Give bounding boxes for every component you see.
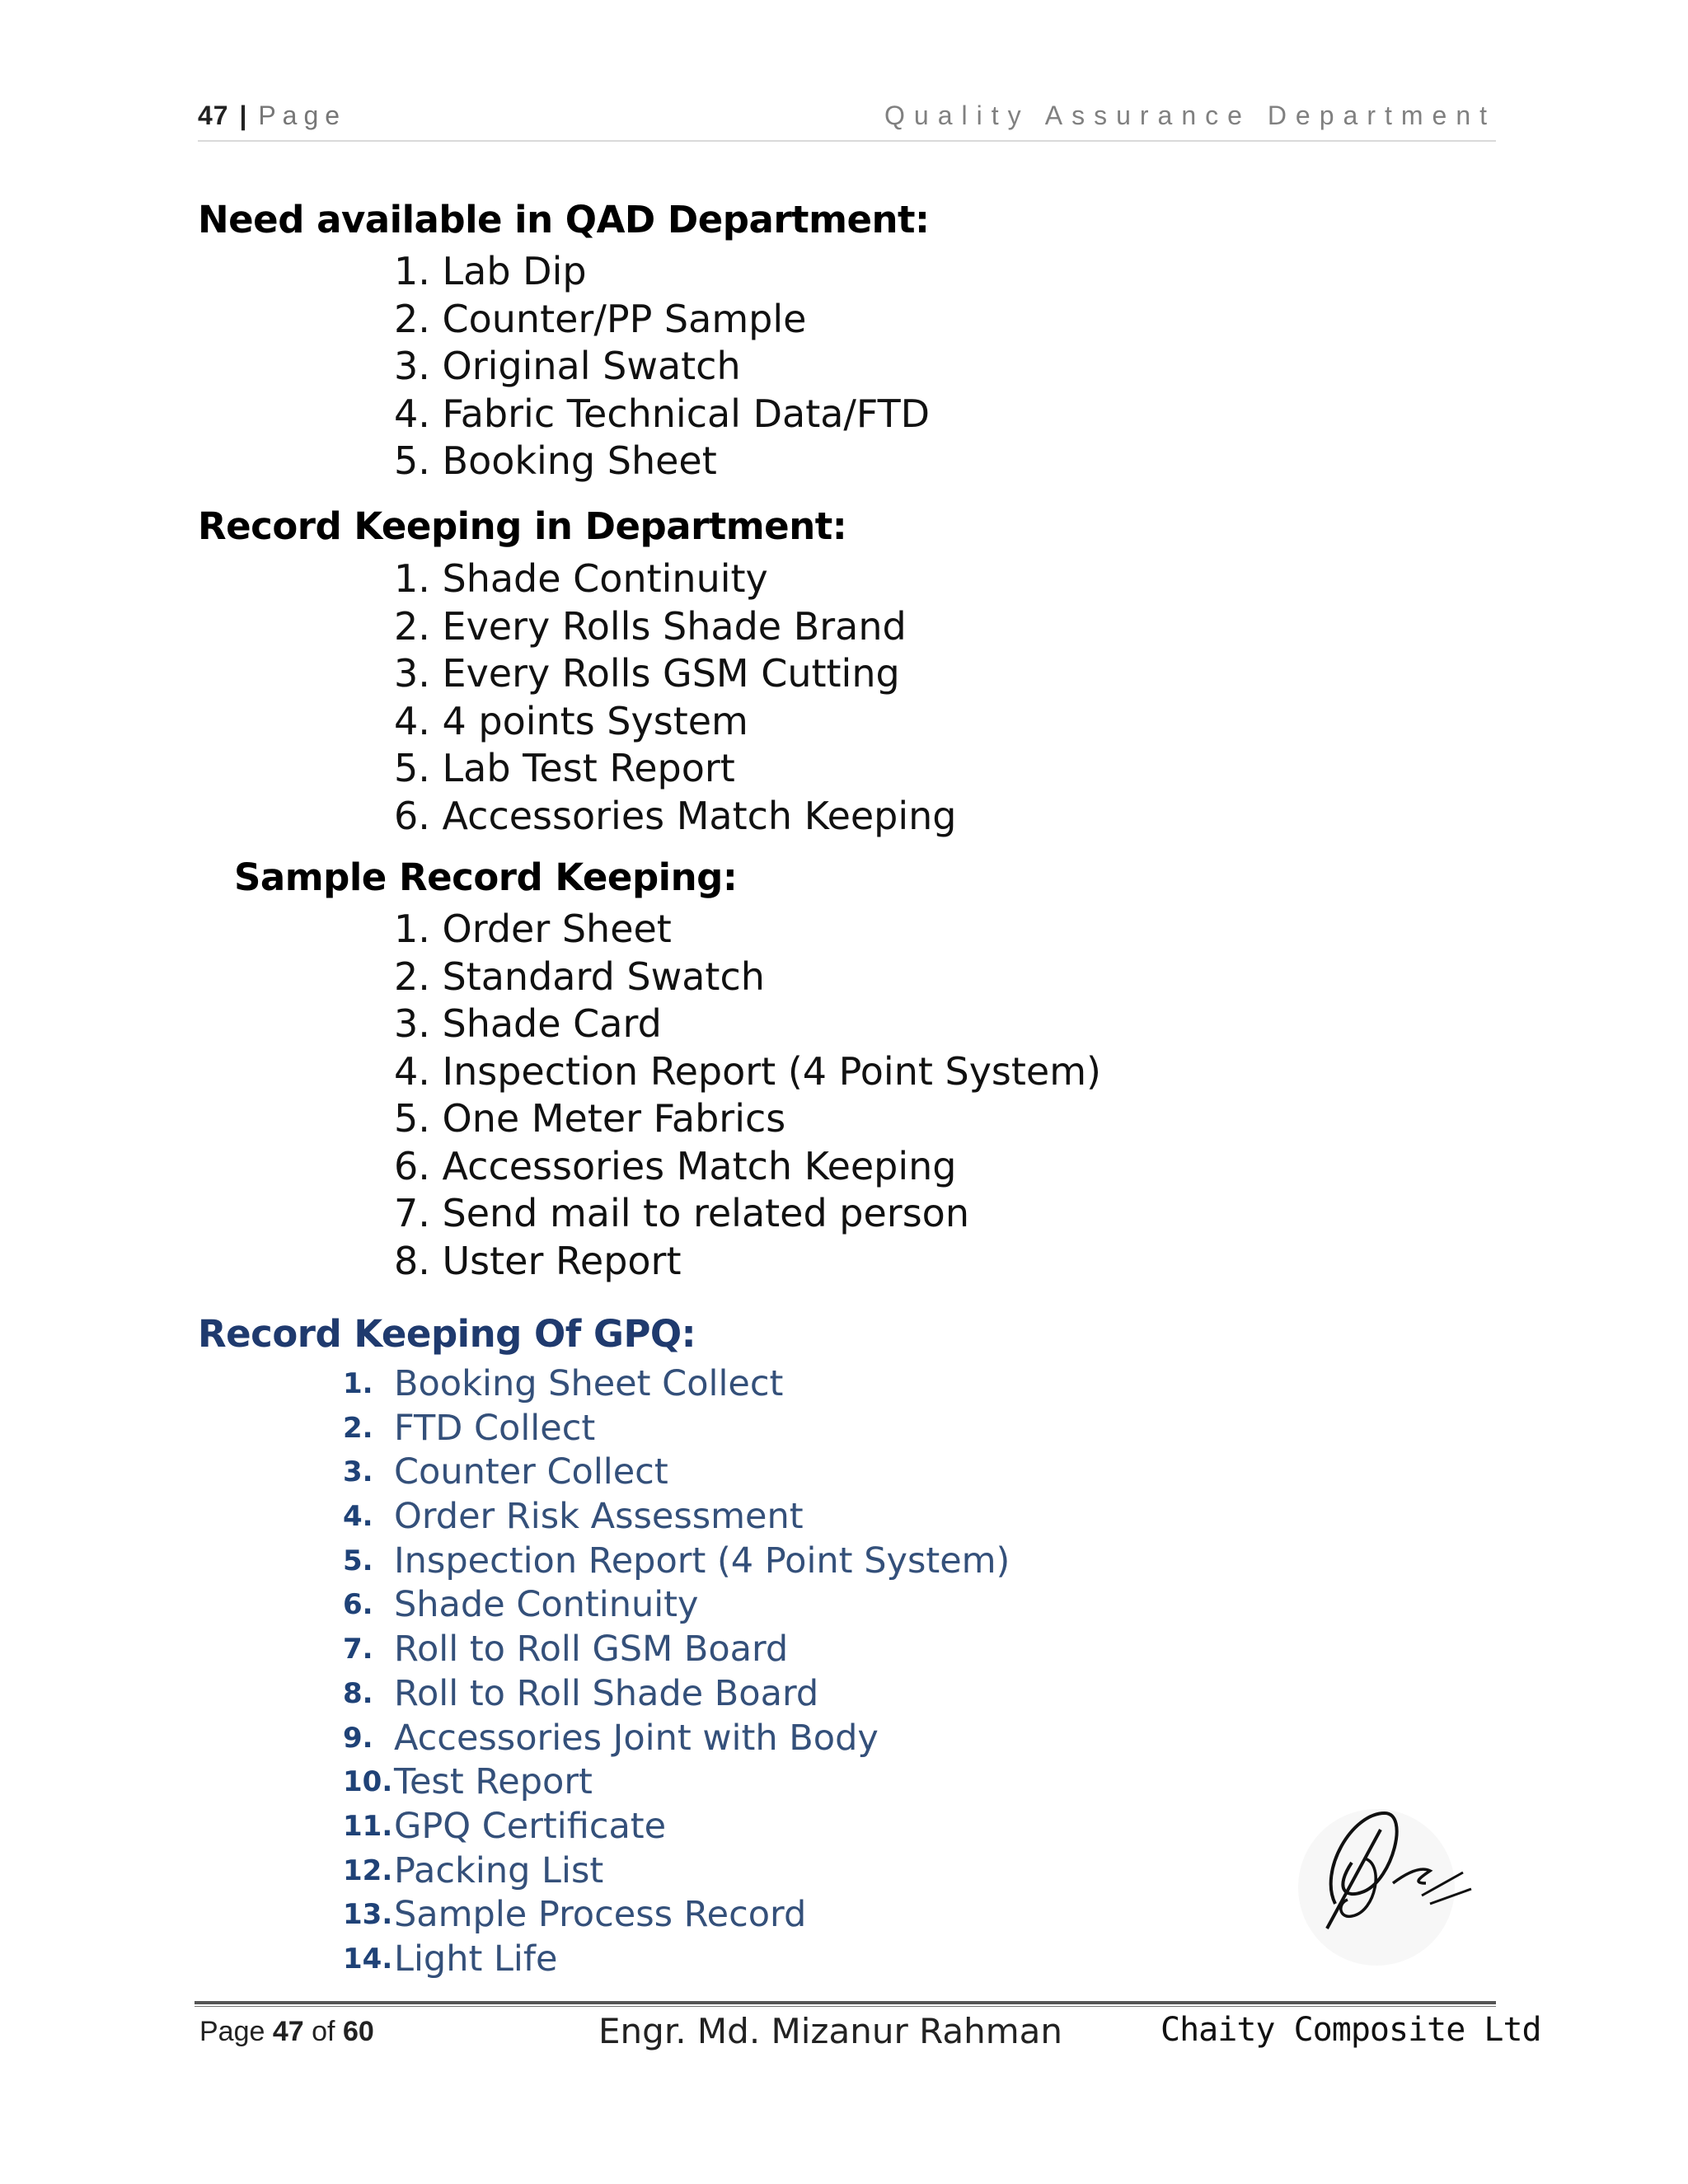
sample-list-item: 1. Order Sheet [394,907,672,951]
section-title-gpq: Record Keeping Of GPQ: [198,1312,696,1356]
gpq-list-item [343,1407,1010,1451]
gpq-list-item [343,1540,1010,1584]
need-list-item: 3. Original Swatch [394,344,741,388]
footer-page-count [199,2016,374,2048]
header-page-word: Page [258,101,347,130]
gpq-item-number: 14. [343,1942,393,1975]
footer-author: Engr. Md. Mizanur Rahman [598,2011,1062,2051]
gpq-list-item [343,1583,1010,1628]
sample-list [394,906,1101,1285]
gpq-item-text: Accessories Joint with Body [394,1717,879,1759]
gpq-item-text: Shade Continuity [394,1584,699,1626]
gpq-item-number: 6. [343,1588,373,1622]
need-list-item: 2. Counter/PP Sample [394,296,807,341]
section-title-need: Need available in QAD Department: [198,198,930,241]
gpq-item-number: 7. [343,1633,373,1666]
section-title-record-dept: Record Keeping in Department: [198,504,847,548]
record-dept-list [394,555,957,840]
header-separator: | [239,101,248,130]
header-department: Quality Assurance Department [884,101,1496,130]
gpq-list-item [343,1451,1010,1495]
record-dept-list-item: 3. Every Rolls GSM Cutting [394,651,900,696]
gpq-item-text: Roll to Roll Shade Board [394,1672,819,1714]
footer-page-current: 47 [272,2016,304,2047]
gpq-list-item [343,1628,1010,1672]
gpq-item-number: 5. [343,1544,373,1577]
header-page-label [198,101,346,131]
gpq-item-number: 2. [343,1411,373,1445]
gpq-item-text: Order Risk Assessment [394,1496,804,1538]
gpq-list-item [343,1805,1010,1849]
gpq-list-item [343,1938,1010,1982]
gpq-list-item [343,1849,1010,1894]
need-list [394,248,930,485]
record-dept-list-item: 5. Lab Test Report [394,746,735,790]
gpq-list-item [343,1717,1010,1761]
sample-list-item: 6. Accessories Match Keeping [394,1143,957,1188]
sample-list-item: 7. Send mail to related person [394,1191,969,1235]
sample-list-item: 4. Inspection Report (4 Point System) [394,1048,1101,1094]
gpq-item-text: Booking Sheet Collect [394,1363,784,1404]
gpq-list-item [343,1672,1010,1717]
page-header [198,99,1496,142]
gpq-item-text: Test Report [394,1761,593,1803]
gpq-item-text: FTD Collect [394,1407,596,1449]
gpq-item-text: GPQ Certificate [394,1805,667,1847]
record-dept-list-item: 2. Every Rolls Shade Brand [394,603,907,649]
gpq-list [343,1362,1010,1982]
sample-list-item: 2. Standard Swatch [394,954,765,999]
sample-list-item: 5. One Meter Fabrics [394,1096,786,1141]
gpq-item-number: 3. [343,1455,373,1489]
sample-list-item: 8. Uster Report [394,1238,682,1283]
gpq-item-number: 10. [343,1765,393,1799]
gpq-item-text: Sample Process Record [394,1894,807,1936]
gpq-list-item [343,1362,1010,1407]
signature [1286,1780,1500,1978]
gpq-item-number: 9. [343,1721,373,1755]
footer-divider [195,2001,1496,2004]
footer-company: Chaity Composite Ltd [1160,2011,1541,2049]
footer-page-total: 60 [342,2016,374,2047]
need-list-item: 4. Fabric Technical Data/FTD [394,391,931,436]
gpq-item-number: 4. [343,1500,373,1534]
gpq-list-item [343,1495,1010,1540]
gpq-item-number: 8. [343,1676,373,1710]
record-dept-list-item: 4. 4 points System [394,698,748,743]
gpq-list-item [343,1760,1010,1805]
need-list-item: 5. Booking Sheet [394,438,717,483]
gpq-item-text: Inspection Report (4 Point System) [394,1540,1010,1582]
sample-list-item: 3. Shade Card [394,1001,662,1046]
footer-page-of: of [312,2016,335,2047]
gpq-item-text: Light Life [394,1938,558,1980]
gpq-item-number: 12. [343,1854,393,1887]
gpq-item-text: Roll to Roll GSM Board [394,1629,789,1671]
need-list-item: 1. Lab Dip [394,249,587,293]
footer-page-prefix: Page [199,2016,265,2047]
gpq-item-number: 11. [343,1809,393,1843]
gpq-list-item [343,1893,1010,1938]
header-page-number: 47 [198,101,229,130]
gpq-item-text: Counter Collect [394,1451,668,1493]
record-dept-list-item: 1. Shade Continuity [394,556,768,601]
section-title-sample: Sample Record Keeping: [234,855,738,899]
gpq-item-number: 1. [343,1367,373,1400]
gpq-item-number: 13. [343,1898,393,1932]
footer-divider-thin [195,2006,1496,2007]
gpq-item-text: Packing List [394,1849,604,1891]
record-dept-list-item: 6. Accessories Match Keeping [394,793,957,838]
